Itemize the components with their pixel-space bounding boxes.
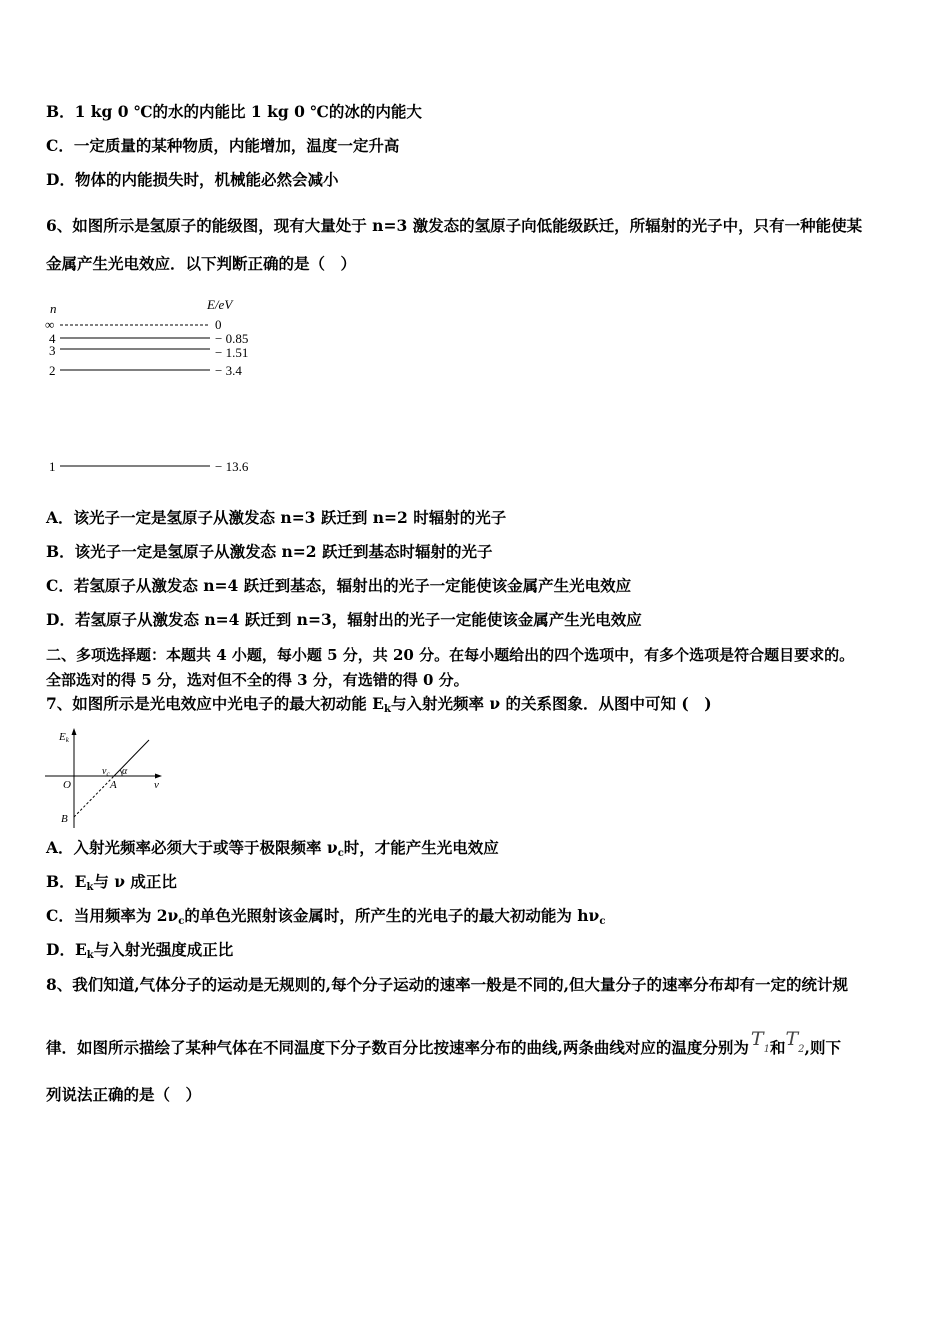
q6-option-a bbox=[46, 508, 506, 528]
stem-text: 和 bbox=[769, 1038, 786, 1057]
option-letter: C． bbox=[46, 136, 74, 155]
option-text: 时，才能产生光电效应 bbox=[343, 838, 499, 857]
stem-text: 7、如图所示是光电效应中光电子的最大初动能 E bbox=[46, 694, 384, 713]
option-text: 当用频率为 2ν bbox=[73, 906, 179, 925]
level-n-3: 3 bbox=[49, 343, 56, 358]
ek-line-solid bbox=[114, 740, 149, 776]
q7-option-d bbox=[46, 940, 233, 966]
q8-stem-line1: 8、我们知道,气体分子的运动是无规则的,每个分子运动的速率一般是不同的,但大量分子的速率分布却有一定的统计规 bbox=[46, 975, 848, 994]
q8-stem-line2 bbox=[46, 1028, 841, 1061]
temperature-t1: $T_1$ bbox=[750, 1028, 770, 1055]
option-text: 物体的内能损失时，机械能必然会减小 bbox=[74, 170, 339, 189]
level-n-1: 1 bbox=[49, 459, 56, 474]
level-n-2: 2 bbox=[49, 363, 56, 378]
q6-option-d bbox=[46, 610, 642, 630]
level-energy-1: − 13.6 bbox=[215, 459, 249, 474]
q6-stem-line1: 6、如图所示是氢原子的能级图，现有大量处于 n=3 激发态的氢原子向低能级跃迁，所辐射的光子中，只有一种能使某 bbox=[46, 216, 863, 235]
section2-line1: 二、多项选择题：本题共 4 小题，每小题 5 分，共 20 分。在每小题给出的四个选项中，有多个选项是符合题目要求的。 bbox=[46, 646, 855, 664]
subscript: c bbox=[178, 916, 185, 927]
y-arrow bbox=[72, 728, 77, 735]
q5-option-c bbox=[46, 136, 399, 156]
q8-stem-line3: 列说法正确的是（ ） bbox=[46, 1085, 202, 1104]
section2-line2: 全部选对的得 5 分，选对但不全的得 3 分，有选错的得 0 分。 bbox=[46, 671, 469, 689]
option-letter: C． bbox=[46, 906, 74, 925]
photoelectric-graph bbox=[40, 724, 170, 830]
q6-option-b bbox=[46, 542, 492, 562]
level-energy-inf: 0 bbox=[215, 317, 222, 332]
q7-option-c bbox=[46, 906, 605, 932]
option-letter: B． bbox=[46, 102, 75, 121]
level-energy-3: − 1.51 bbox=[215, 345, 249, 360]
option-letter: A． bbox=[46, 508, 74, 527]
option-letter: D． bbox=[46, 940, 75, 959]
q7-stem bbox=[46, 694, 712, 720]
option-letter: A． bbox=[46, 838, 74, 857]
option-letter: C． bbox=[46, 576, 74, 595]
option-text: 若氢原子从激发态 n=4 跃迁到 n=3，辐射出的光子一定能使该金属产生光电效应 bbox=[74, 610, 642, 629]
q6-stem-line2: 金属产生光电效应．以下判断正确的是（ ） bbox=[46, 254, 357, 273]
x-arrow bbox=[155, 774, 162, 779]
level-n-inf: ∞ bbox=[45, 317, 55, 332]
n-axis-label: n bbox=[50, 301, 57, 316]
energy-axis-label: E/eV bbox=[207, 297, 233, 312]
option-text: 入射光频率必须大于或等于极限频率 ν bbox=[73, 838, 338, 857]
option-letter: D． bbox=[46, 610, 75, 629]
subscript: k bbox=[384, 704, 391, 715]
subscript: c bbox=[599, 916, 606, 927]
level-energy-2: − 3.4 bbox=[215, 363, 242, 378]
q7-option-b bbox=[46, 872, 177, 898]
option-text: 1 kg 0 ℃的水的内能比 1 kg 0 ℃的冰的内能大 bbox=[74, 102, 422, 121]
energy-level-diagram bbox=[40, 292, 280, 482]
origin-label: O bbox=[63, 779, 71, 791]
option-letter: B． bbox=[46, 542, 75, 561]
option-text: 若氢原子从激发态 n=4 跃迁到基态，辐射出的光子一定能使该金属产生光电效应 bbox=[73, 576, 632, 595]
option-letter: B． bbox=[46, 872, 75, 891]
option-text: 的单色光照射该金属时，所产生的光电子的最大初动能为 hν bbox=[184, 906, 600, 925]
point-b-label: B bbox=[61, 813, 68, 825]
stem-text: ,则下 bbox=[804, 1038, 841, 1057]
level-n-4: 4 bbox=[49, 331, 56, 346]
option-text: 该光子一定是氢原子从激发态 n=2 跃迁到基态时辐射的光子 bbox=[74, 542, 493, 561]
x-axis-label: ν bbox=[154, 779, 159, 791]
option-text: 该光子一定是氢原子从激发态 n=3 跃迁到 n=2 时辐射的光子 bbox=[73, 508, 507, 527]
option-text: 一定质量的某种物质，内能增加，温度一定升高 bbox=[73, 136, 400, 155]
option-text: 与 ν 成正比 bbox=[93, 872, 177, 891]
nu-c-label: $\nu_c$ bbox=[102, 766, 110, 778]
angle-alpha-label: α bbox=[122, 766, 128, 777]
option-text: 与入射光强度成正比 bbox=[93, 940, 234, 959]
q5-option-d bbox=[46, 170, 338, 190]
level-energy-4: − 0.85 bbox=[215, 331, 249, 346]
subscript: c bbox=[337, 848, 344, 859]
option-text: E bbox=[74, 940, 87, 959]
option-letter: D． bbox=[46, 170, 75, 189]
subscript: k bbox=[86, 950, 94, 961]
stem-text: 与入射光频率 ν 的关系图象．从图中可知 ( ) bbox=[390, 694, 712, 713]
stem-text: 律．如图所示描绘了某种气体在不同温度下分子数百分比按速率分布的曲线,两条曲线对应的温度分别为 bbox=[46, 1038, 749, 1057]
ek-line-dashed bbox=[74, 776, 114, 817]
q6-option-c bbox=[46, 576, 631, 596]
q5-option-b bbox=[46, 102, 422, 122]
subscript: k bbox=[86, 882, 94, 893]
point-a-label: A bbox=[110, 779, 117, 791]
y-axis-label: Ek bbox=[59, 731, 69, 744]
option-text: E bbox=[74, 872, 87, 891]
q7-option-a bbox=[46, 838, 499, 864]
temperature-t2: $T_2$ bbox=[785, 1028, 805, 1055]
